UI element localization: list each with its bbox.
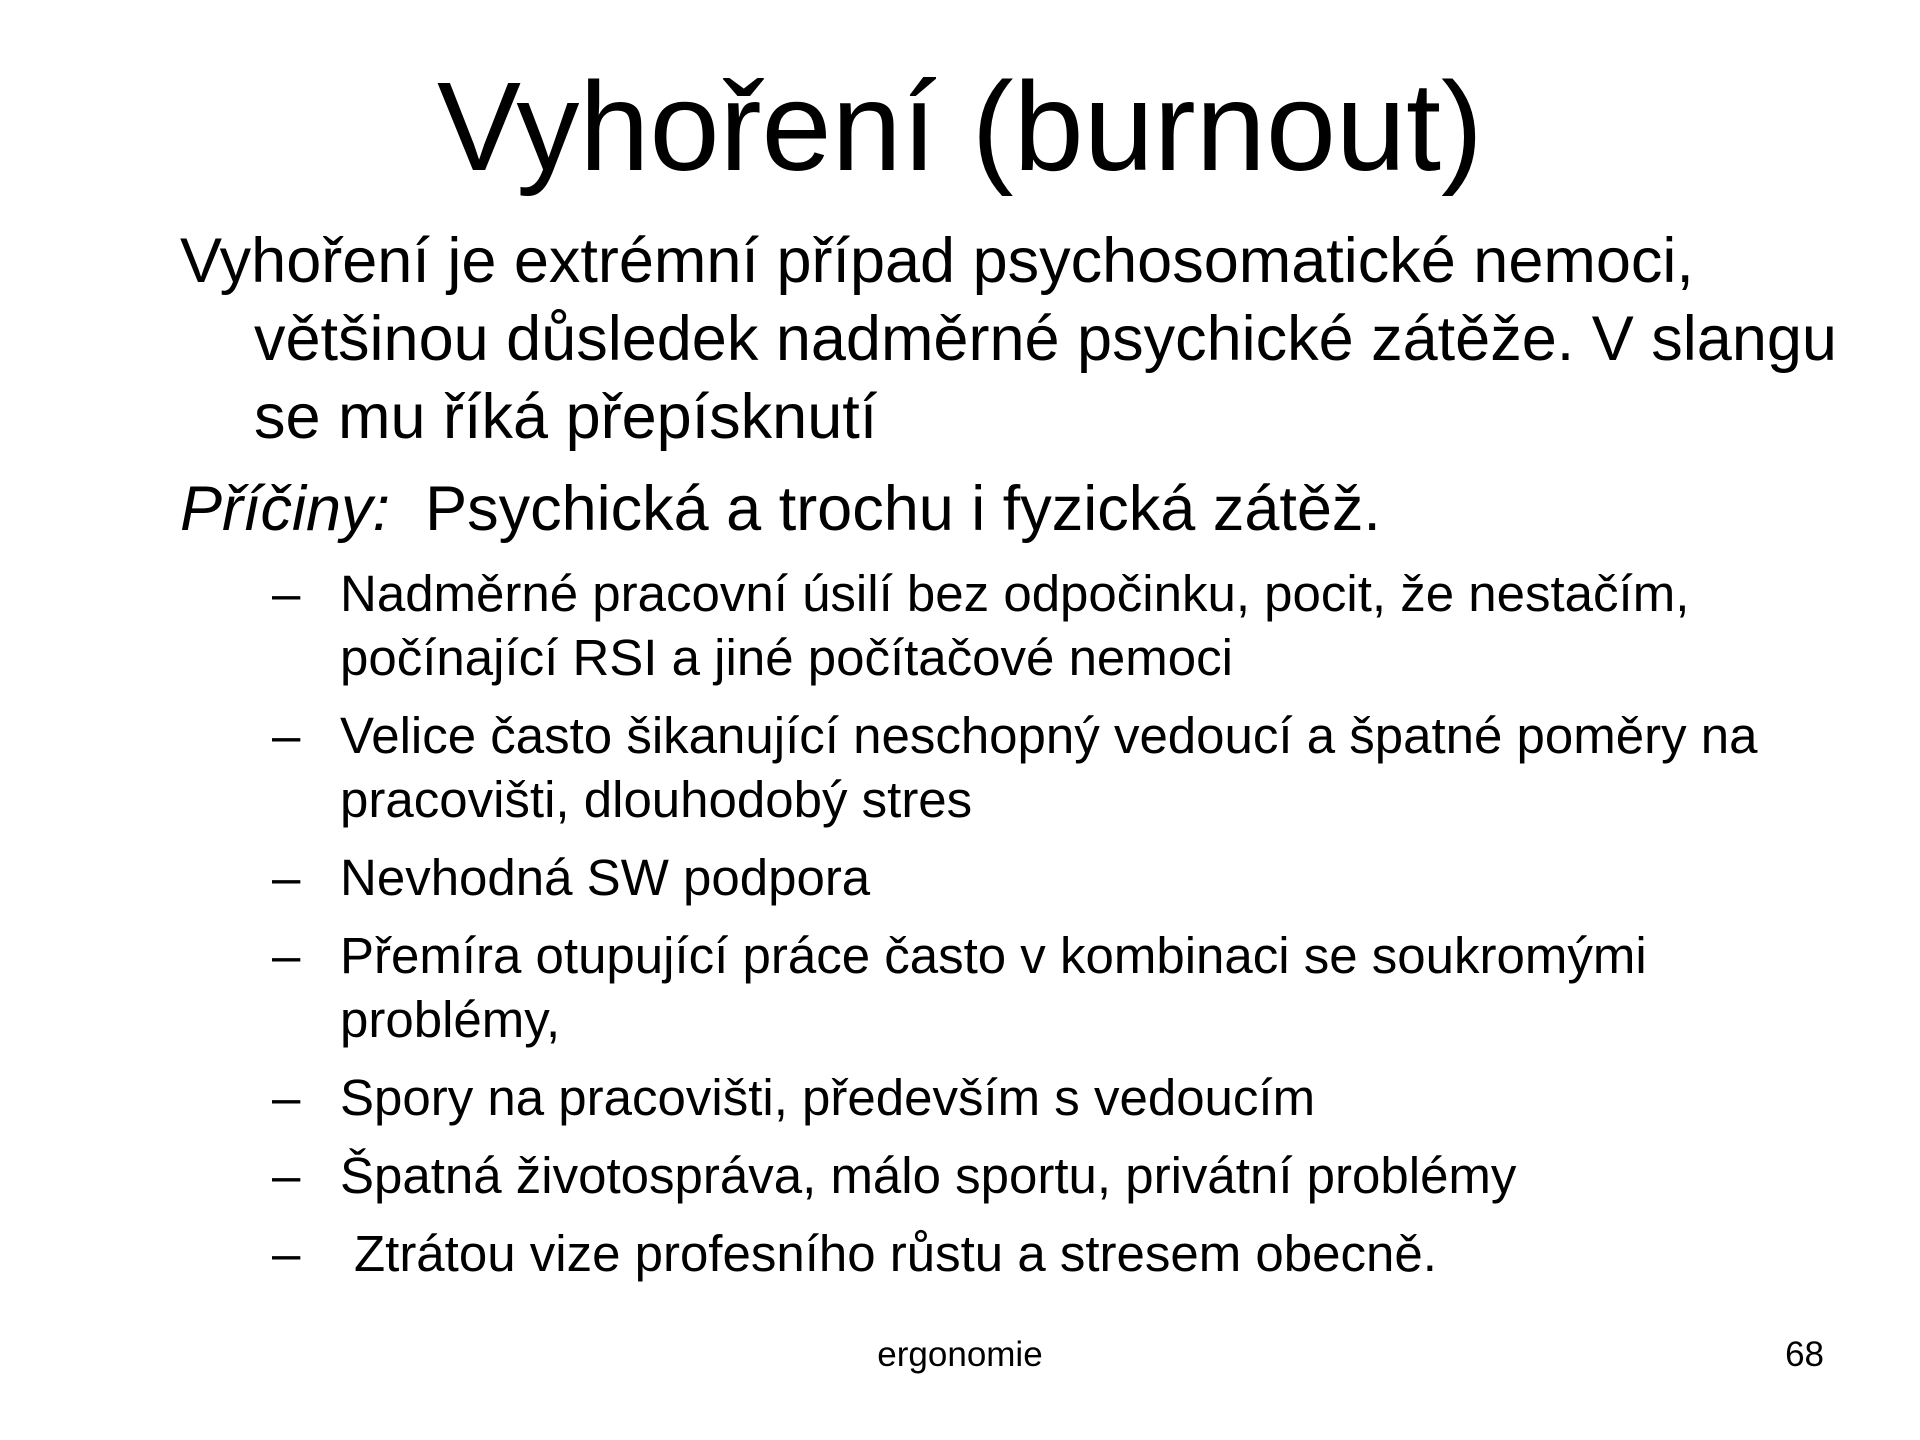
- page-number: 68: [1785, 1335, 1824, 1374]
- bullet-dash: –: [272, 1147, 301, 1204]
- cause-bullet-text: Špatná životospráva, málo sportu, privátní problémy: [340, 1147, 1517, 1204]
- bullet-dash: –: [272, 707, 301, 764]
- footer-label: ergonomie: [877, 1335, 1043, 1374]
- cause-bullet-7: [272, 1222, 1772, 1286]
- cause-bullet-text: Spory na pracovišti, především s vedoucím: [340, 1069, 1316, 1126]
- cause-bullet-2: [272, 704, 1772, 832]
- bullet-dash: –: [272, 1069, 301, 1126]
- cause-bullet-text: Velice často šikanující neschopný vedoucí a špatné poměry na pracovišti, dlouhodobý stres: [340, 707, 1758, 828]
- cause-bullet-1: [272, 562, 1772, 690]
- cause-bullet-4: [272, 924, 1772, 1052]
- definition-paragraph: Vyhoření je extrémní případ psychosomatické nemoci, většinou důsledek nadměrné psychické zátěže. V slangu se mu říká přepísknutí: [180, 226, 1837, 452]
- cause-bullet-text: Nadměrné pracovní úsilí bez odpočinku, pocit, že nestačím, počínající RSI a jiné počítačové nemoci: [340, 565, 1690, 686]
- cause-bullet-3: [272, 846, 1772, 910]
- bullet-dash: –: [272, 927, 301, 984]
- bullet-dash: –: [272, 565, 301, 622]
- causes-paragraph: [180, 470, 1874, 548]
- cause-bullet-text: Nevhodná SW podpora: [340, 849, 871, 906]
- causes-text: Psychická a trochu i fyzická zátěž.: [425, 474, 1381, 544]
- bullet-dash: –: [272, 1225, 301, 1282]
- bullet-dash: –: [272, 849, 301, 906]
- cause-bullet-text: Ztrátou vize profesního růstu a stresem obecně.: [354, 1225, 1437, 1282]
- causes-label: Příčiny:: [180, 474, 391, 544]
- cause-bullet-5: [272, 1066, 1772, 1130]
- slide-title: Vyhoření (burnout): [437, 56, 1483, 197]
- cause-bullet-6: [272, 1144, 1772, 1208]
- cause-bullet-text: Přemíra otupující práce často v kombinaci se soukromými problémy,: [340, 927, 1647, 1048]
